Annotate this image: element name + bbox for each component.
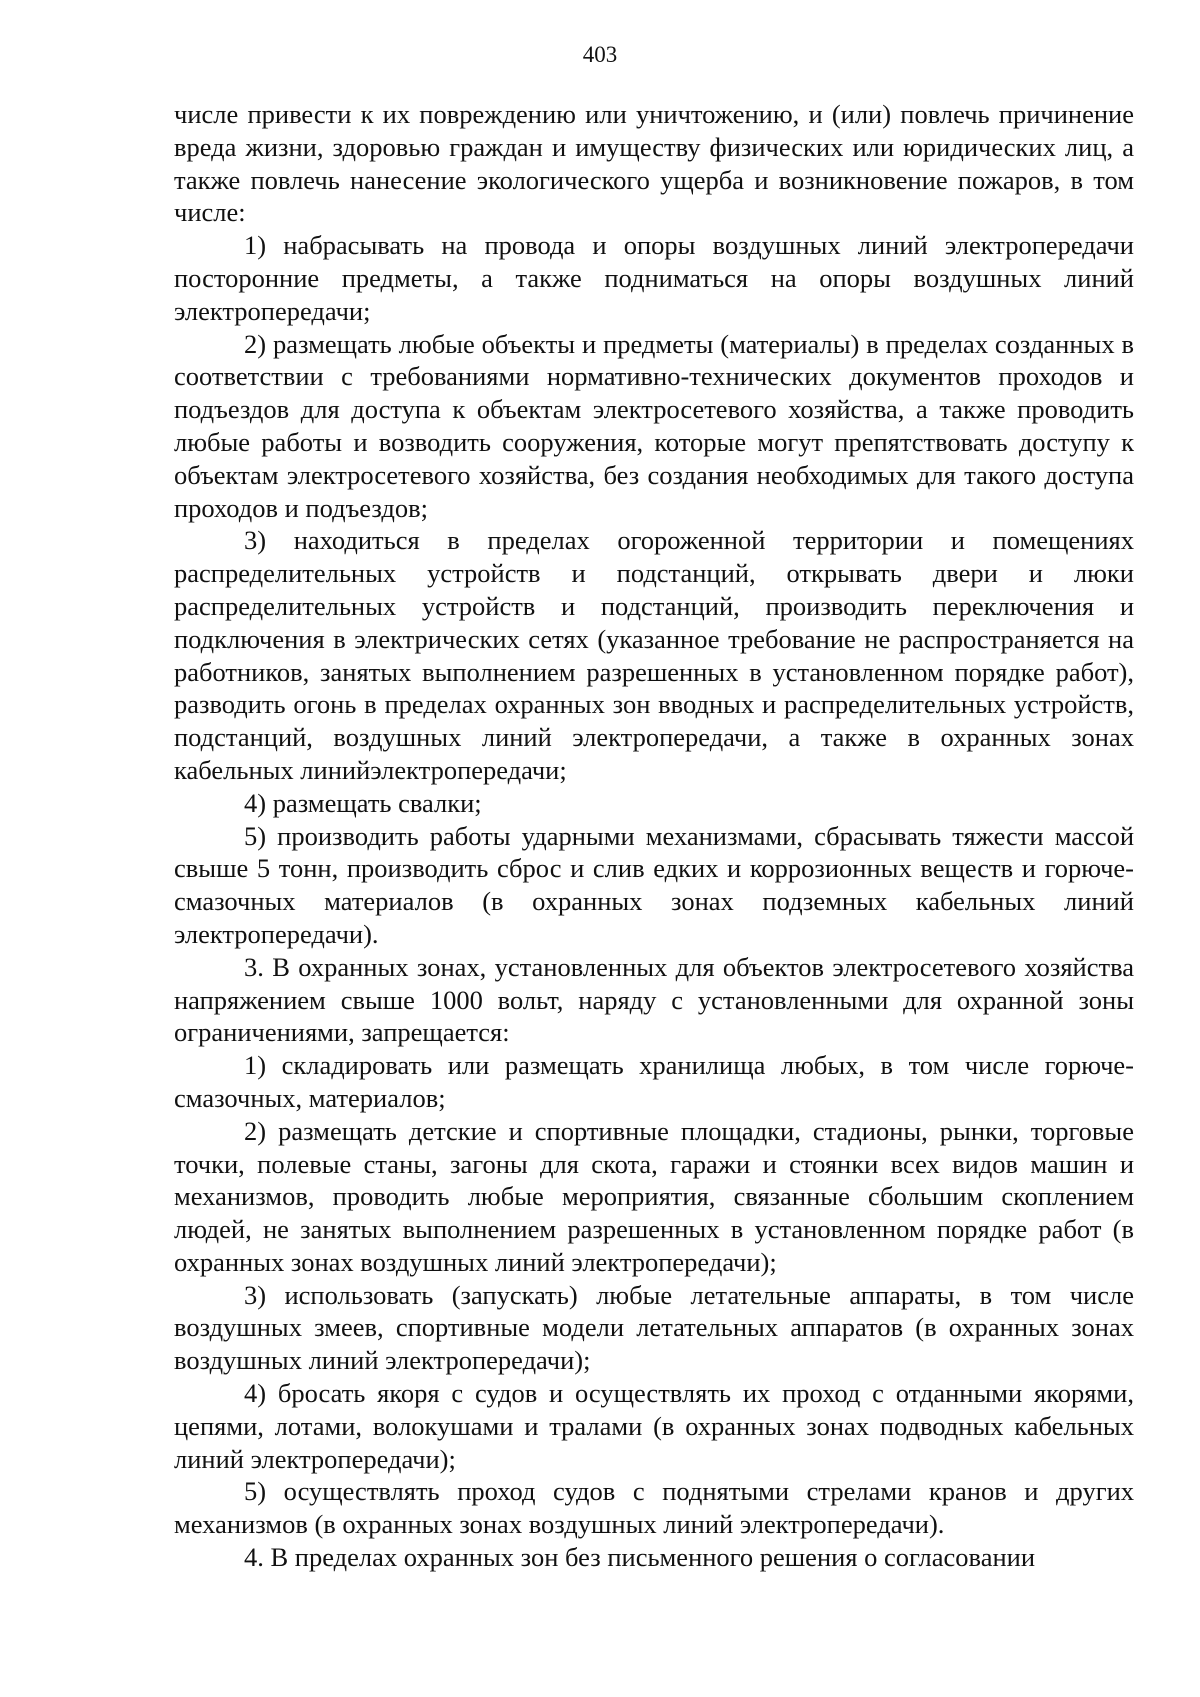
- paragraph: 2) размещать любые объекты и предметы (материалы) в пределах созданных в соответствии с требованиями нормативно-технических документов проходов и подъездов для доступа к объектам электросетевого хозяйства, а также проводить любые работы и возводить сооружения, которые могут препятствовать доступу к объектам электросетевого хозяйства, без создания необходимых для такого доступа проходов и подъездов;: [174, 328, 1134, 523]
- paragraph: 1) набрасывать на провода и опоры воздушных линий электропередачи посторонние предметы, а также подниматься на опоры воздушных линий электропередачи;: [174, 230, 1134, 326]
- paragraph: 3) использовать (запускать) любые летательные аппараты, в том числе воздушных змеев, спортивные модели летательных аппаратов (в охранных зонах воздушных линий электропередачи);: [174, 1279, 1134, 1376]
- document-body: [174, 98, 1134, 1574]
- paragraph: 1) складировать или размещать хранилища любых, в том числе горюче-смазочных, материалов;: [174, 1050, 1134, 1113]
- paragraph: числе привести к их повреждению или уничтожению, и (или) повлечь причинение вреда жизни, здоровью граждан и имуществу физических или юридических лиц, а также повлечь нанесение экологического ущерба и возникновение пожаров, в том числе:: [174, 99, 1134, 228]
- paragraph: 3. В охранных зонах, установленных для объектов электросетевого хозяйства напряжением свыше 1000 вольт, наряду с установленными для охранной зоны ограничениями, запрещается:: [174, 951, 1134, 1048]
- paragraph: 4) бросать якоря с судов и осуществлять их проход с отданными якорями, цепями, лотами, волокушами и тралами (в охранных зонах подводных кабельных линий электропередачи);: [174, 1378, 1134, 1474]
- paragraph: 2) размещать детские и спортивные площадки, стадионы, рынки, торговые точки, полевые станы, загоны для скота, гаражи и стоянки всех видов машин и механизмов, проводить любые мероприятия, связанные сбольшим скоплением людей, не занятых выполнением разрешенных в установленном порядке работ (в охранных зонах воздушных линий электропередачи);: [174, 1115, 1134, 1277]
- paragraph: 3) находиться в пределах огороженной территории и помещениях распределительных устройств и подстанций, открывать двери и люки распределительных устройств и подстанций, производить переключения и подключения в электрических сетях (указанное требование не распространяется на работников, занятых выполнением разрешенных в установленном порядке работ), разводить огонь в пределах охранных зон вводных и распределительных устройств, подстанций, воздушных линий электропередачи, а также в охранных зонах кабельных линийэлектропередачи;: [174, 525, 1134, 785]
- paragraph: 5) осуществлять проход судов с поднятыми стрелами кранов и других механизмов (в охранных зонах воздушных линий электропередачи).: [174, 1476, 1134, 1540]
- page-number: 403: [582, 42, 618, 67]
- paragraph: 4. В пределах охранных зон без письменного решения о согласовании: [244, 1542, 1036, 1573]
- paragraph: 5) производить работы ударными механизмами, сбрасывать тяжести массой свыше 5 тонн, производить сброс и слив едких и коррозионных веществ и горюче-смазочных материалов (в охранных зонах подземных кабельных линий электропередачи).: [174, 820, 1134, 949]
- paragraph: 4) размещать свалки;: [244, 787, 482, 818]
